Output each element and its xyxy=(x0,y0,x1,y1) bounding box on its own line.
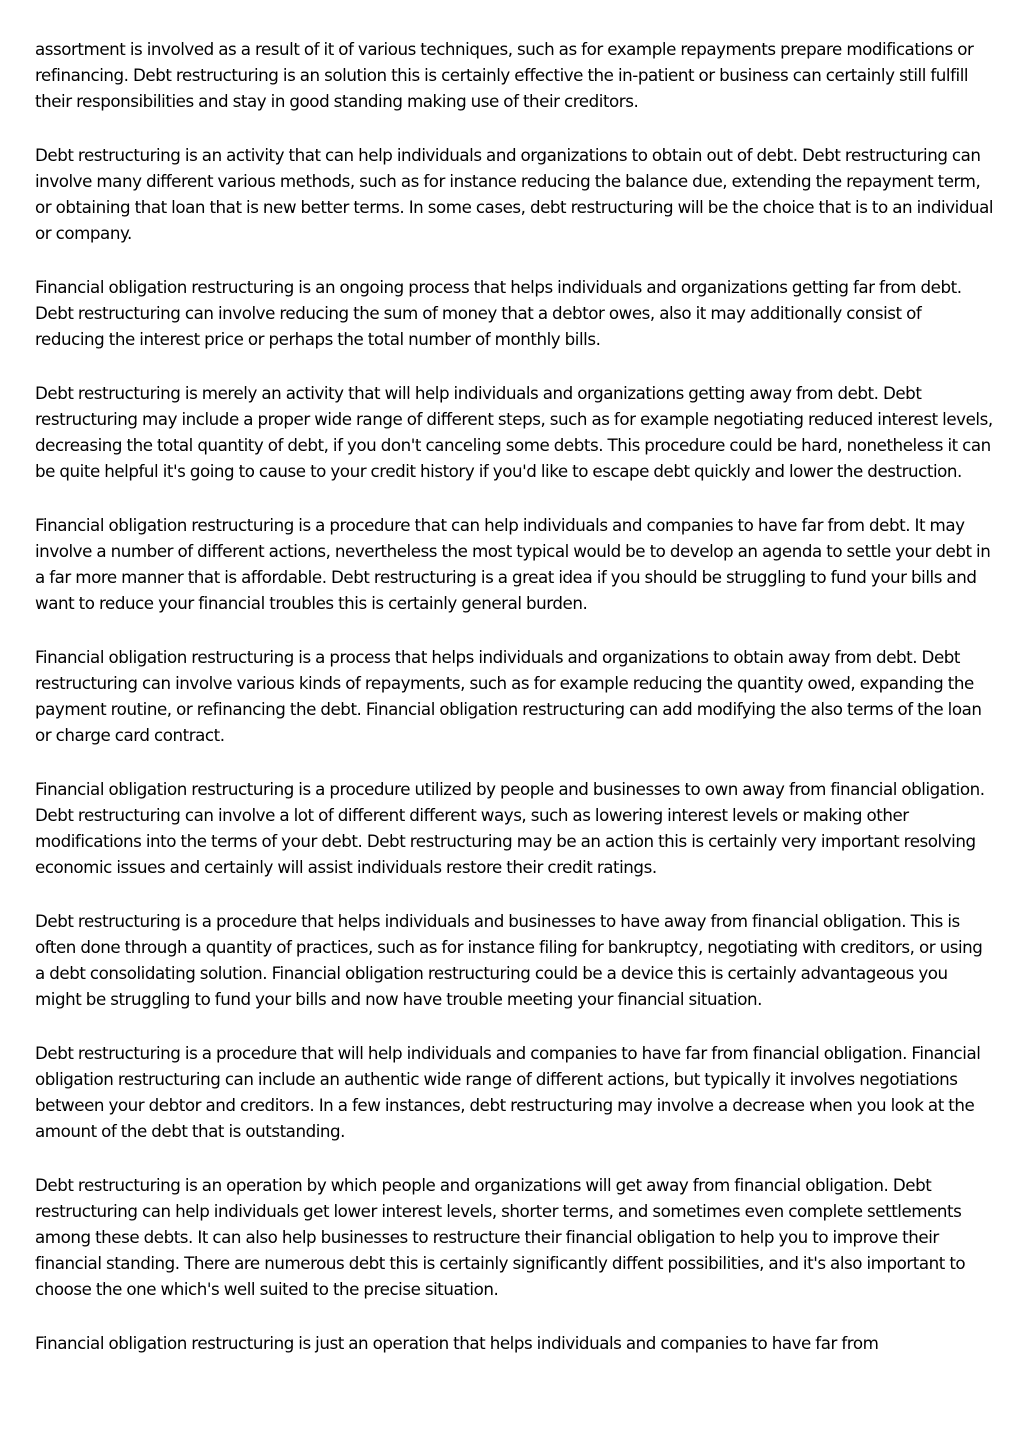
paragraph: Financial obligation restructuring is an ongoing process that helps individuals and organizations getting far from debt. Debt restructuring can involve reducing the sum of money that a debtor owes, also it may additionally consist of reducing the interest price or perhaps the total number of monthly bills. xyxy=(35,277,962,349)
document-body xyxy=(35,36,995,1384)
paragraph: Debt restructuring is an operation by which people and organizations will get away from financial obligation. Debt restructuring can help individuals get lower interest levels, shorter terms, and sometimes even complete settlements among these debts. It can also help businesses to restructure their financial obligation to help you to improve their financial standing. There are numerous debt this is certainly significantly diffent possibilities, and it's also important to choose the one which's well suited to the precise situation. xyxy=(35,1175,966,1299)
paragraph: Debt restructuring is merely an activity that will help individuals and organizations getting away from debt. Debt restructuring may include a proper wide range of different steps, such as for example negotiating reduced interest levels, decreasing the total quantity of debt, if you don't canceling some debts. This procedure could be hard, nonetheless it can be quite helpful it's going to cause to your credit history if you'd like to escape debt quickly and lower the destruction. xyxy=(35,383,993,481)
paragraph: Debt restructuring is a procedure that will help individuals and companies to have far from financial obligation. Financial obligation restructuring can include an authentic wide range of different actions, but typically it involves negotiations between your debtor and creditors. In a few instances, debt restructuring may involve a decrease when you look at the amount of the debt that is outstanding. xyxy=(35,1043,981,1141)
paragraph: Financial obligation restructuring is just an operation that helps individuals and companies to have far from xyxy=(35,1333,879,1353)
paragraph: Debt restructuring is a procedure that helps individuals and businesses to have away from financial obligation. This is often done through a quantity of practices, such as for instance filing for bankruptcy, negotiating with creditors, or using a debt consolidating solution. Financial obligation restructuring could be a device this is certainly advantageous you might be struggling to fund your bills and now have trouble meeting your financial situation. xyxy=(35,911,983,1009)
paragraph: assortment is involved as a result of it of various techniques, such as for example repayments prepare modifications or refinancing. Debt restructuring is an solution this is certainly effective the in-patient or business can certainly still fulfill their responsibilities and stay in good standing making use of their creditors. xyxy=(35,39,974,111)
paragraph: Financial obligation restructuring is a procedure utilized by people and businesses to own away from financial obligation. Debt restructuring can involve a lot of different different ways, such as lowering interest levels or making other modifications into the terms of your debt. Debt restructuring may be an action this is certainly very important resolving economic issues and certainly will assist individuals restore their credit ratings. xyxy=(35,779,985,877)
paragraph: Debt restructuring is an activity that can help individuals and organizations to obtain out of debt. Debt restructuring can involve many different various methods, such as for instance reducing the balance due, extending the repayment term, or obtaining that loan that is new better terms. In some cases, debt restructuring will be the choice that is to an individual or company. xyxy=(35,145,994,243)
paragraph: Financial obligation restructuring is a procedure that can help individuals and companies to have far from debt. It may involve a number of different actions, nevertheless the most typical would be to develop an agenda to settle your debt in a far more manner that is affordable. Debt restructuring is a great idea if you should be struggling to fund your bills and want to reduce your financial troubles this is certainly general burden. xyxy=(35,515,991,613)
paragraph: Financial obligation restructuring is a process that helps individuals and organizations to obtain away from debt. Debt restructuring can involve various kinds of repayments, such as for example reducing the quantity owed, expanding the payment routine, or refinancing the debt. Financial obligation restructuring can add modifying the also terms of the loan or charge card contract. xyxy=(35,647,982,745)
